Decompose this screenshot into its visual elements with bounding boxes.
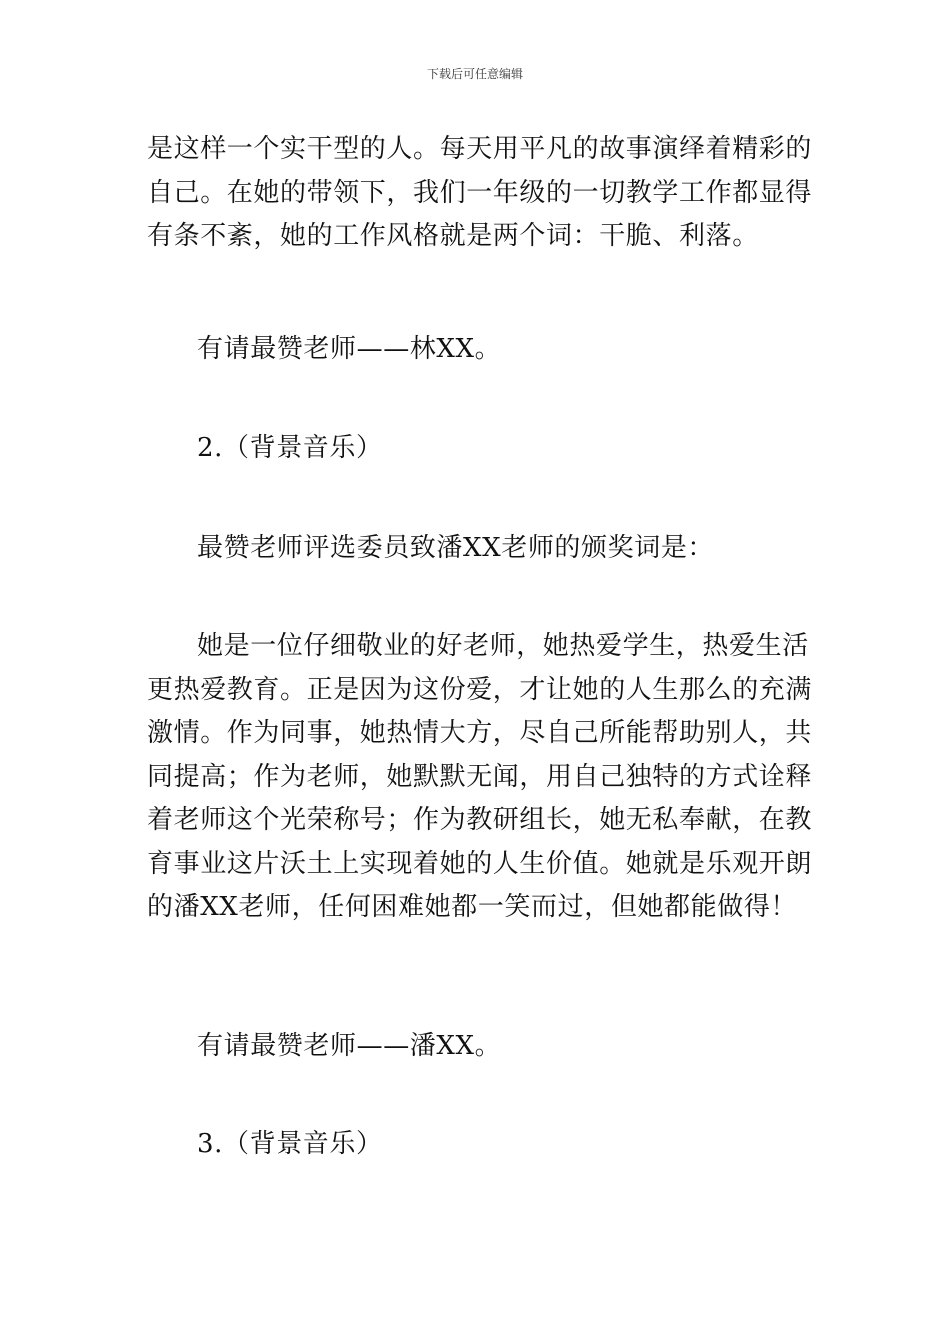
text-line: 有条不紊，她的工作风格就是两个词：干脆、利落。 xyxy=(147,221,759,251)
text-line: 是这样一个实干型的人。每天用平凡的故事演绎着精彩的 xyxy=(147,134,813,164)
page-header-note: 下载后可任意编辑 xyxy=(426,67,523,81)
paragraph-intro-continued xyxy=(147,128,815,259)
text-line: 有请最赞老师——林XX。 xyxy=(197,334,502,364)
paragraph-section-2 xyxy=(147,427,815,471)
text-line: 同提高；作为老师，她默默无闻，用自己独特的方式诠释 xyxy=(147,761,813,792)
text-line: 有请最赞老师——潘XX。 xyxy=(197,1031,502,1061)
paragraph-award-speech xyxy=(147,625,815,930)
text-line: 的潘XX老师，任何困难她都一笑而过，但她都能做得！ xyxy=(147,892,798,922)
text-line: 更热爱教育。正是因为这份爱，才让她的人生那么的充满 xyxy=(147,674,813,705)
text-line: 她是一位仔细敬业的好老师，她热爱学生，热爱生活 xyxy=(197,631,809,661)
text-line: 3.（背景音乐） xyxy=(197,1129,383,1159)
text-line: 着老师这个光荣称号；作为教研组长，她无私奉献，在教 xyxy=(147,805,813,835)
text-line: 2.（背景音乐） xyxy=(197,433,383,463)
text-line: 自己。在她的带领下，我们一年级的一切教学工作都显得 xyxy=(147,177,813,208)
text-line: 育事业这片沃土上实现着她的人生价值。她就是乐观开朗 xyxy=(147,848,813,879)
paragraph-invite-lin xyxy=(147,328,815,372)
text-line: 最赞老师评选委员致潘XX老师的颁奖词是： xyxy=(197,533,715,563)
paragraph-section-3 xyxy=(147,1123,815,1167)
paragraph-award-intro xyxy=(147,527,815,571)
text-line: 激情。作为同事，她热情大方，尽自己所能帮助别人，共 xyxy=(147,718,813,748)
paragraph-invite-pan xyxy=(147,1025,815,1069)
